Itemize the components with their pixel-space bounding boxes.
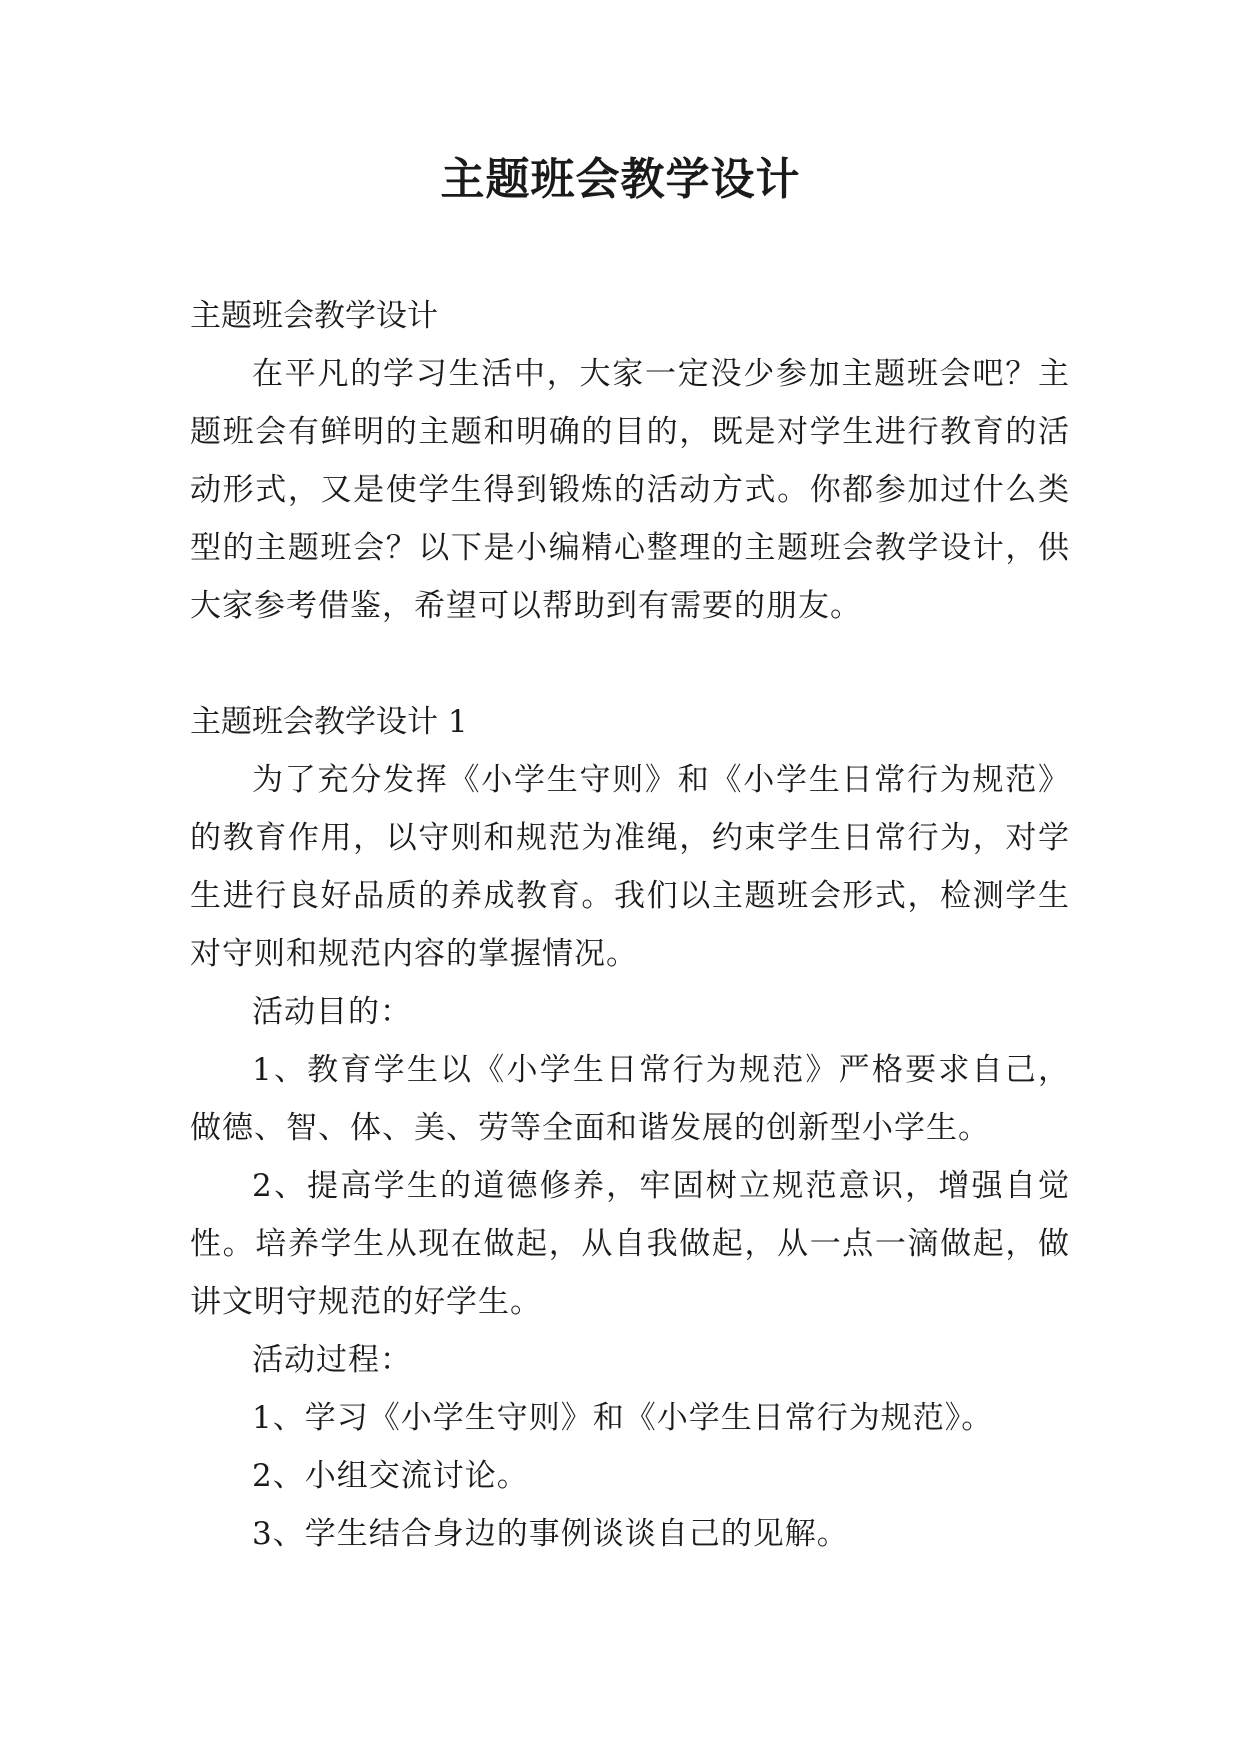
process-item: 1、学习《小学生守则》和《小学生日常行为规范》。 bbox=[252, 1400, 994, 1436]
goal-item: 2、提高学生的道德修养，牢固树立规范意识，增强自觉性。培养学生从现在做起，从自我做起，从一点一滴做起，做讲文明守规范的好学生。 bbox=[190, 1168, 1070, 1320]
intro-paragraph: 在平凡的学习生活中，大家一定没少参加主题班会吧？主题班会有鲜明的主题和明确的目的，既是对学生进行教育的活动形式，又是使学生得到锻炼的活动方式。你都参加过什么类型的主题班会？以下是小编精心整理的主题班会教学设计，供大家参考借鉴，希望可以帮助到有需要的朋友。 bbox=[190, 356, 1070, 624]
process-label: 活动过程： bbox=[252, 1342, 412, 1378]
goal-item: 1、教育学生以《小学生日常行为规范》严格要求自己，做德、智、体、美、劳等全面和谐发展的创新型小学生。 bbox=[190, 1052, 1070, 1146]
document-title: 主题班会教学设计 bbox=[440, 154, 801, 205]
section-heading: 主题班会教学设计 1 bbox=[190, 704, 468, 740]
section-paragraph: 为了充分发挥《小学生守则》和《小学生日常行为规范》的教育作用，以守则和规范为准绳，约束学生日常行为，对学生进行良好品质的养成教育。我们以主题班会形式，检测学生对守则和规范内容的掌握情况。 bbox=[190, 762, 1070, 972]
process-item: 2、小组交流讨论。 bbox=[252, 1458, 529, 1494]
process-item: 3、学生结合身边的事例谈谈自己的见解。 bbox=[252, 1516, 849, 1552]
goals-label: 活动目的： bbox=[252, 994, 412, 1030]
document-body bbox=[190, 287, 1070, 1563]
intro-heading: 主题班会教学设计 bbox=[190, 298, 438, 334]
